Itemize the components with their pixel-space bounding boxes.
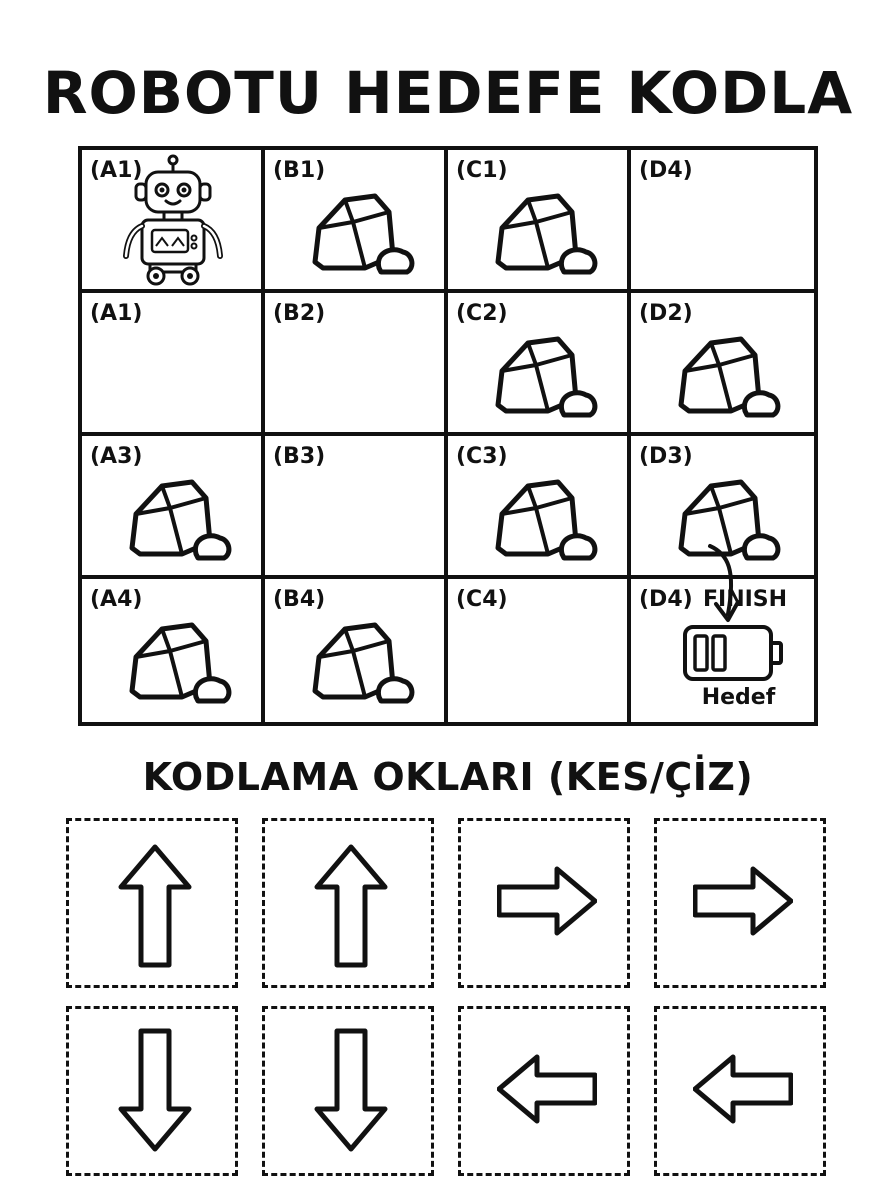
cell-label: (C4) xyxy=(456,587,508,612)
rock-icon xyxy=(122,468,234,564)
battery-icon xyxy=(681,623,785,683)
board-cell[interactable] xyxy=(82,150,265,293)
rock-icon xyxy=(122,611,234,707)
cell-label: (A4) xyxy=(90,587,143,612)
cell-label: (A3) xyxy=(90,444,143,469)
up-arrow-icon xyxy=(301,835,401,975)
board-cell[interactable] xyxy=(82,579,265,722)
arrow-card[interactable] xyxy=(458,818,630,988)
board-cell[interactable] xyxy=(82,436,265,579)
board-cell[interactable] xyxy=(82,293,265,436)
cell-label: (D4) xyxy=(639,587,693,612)
down-arrow-icon xyxy=(105,1023,205,1163)
rock-icon xyxy=(488,468,600,564)
finish-label: FINISH xyxy=(703,587,788,612)
board-cell[interactable] xyxy=(265,150,448,293)
right-arrow-icon xyxy=(693,835,793,975)
cell-label: (B4) xyxy=(273,587,326,612)
finish-curved-arrow-icon xyxy=(706,540,756,630)
board-cell[interactable] xyxy=(448,436,631,579)
board-cell[interactable] xyxy=(448,150,631,293)
rock-icon xyxy=(488,325,600,421)
goal-label: Hedef xyxy=(701,685,776,710)
rock-icon xyxy=(488,182,600,278)
cell-label: (C3) xyxy=(456,444,508,469)
rock-icon xyxy=(305,182,417,278)
game-board xyxy=(78,146,818,726)
board-cell[interactable] xyxy=(265,293,448,436)
board-cell[interactable] xyxy=(265,579,448,722)
cell-label: (A1) xyxy=(90,301,143,326)
cell-label: (C1) xyxy=(456,158,508,183)
cell-label: (B2) xyxy=(273,301,326,326)
arrow-card[interactable] xyxy=(66,1006,238,1176)
cell-label: (D3) xyxy=(639,444,693,469)
page-title: ROBOTU HEDEFE KODLA xyxy=(42,59,854,127)
cell-label: (D2) xyxy=(639,301,693,326)
cell-label: (A1) xyxy=(90,158,143,183)
up-arrow-icon xyxy=(105,835,205,975)
rock-icon xyxy=(305,611,417,707)
cell-label: (C2) xyxy=(456,301,508,326)
arrow-card[interactable] xyxy=(262,1006,434,1176)
board-cell[interactable] xyxy=(631,293,814,436)
cell-label: (B3) xyxy=(273,444,326,469)
board-cell[interactable] xyxy=(448,579,631,722)
board-cell[interactable] xyxy=(265,436,448,579)
down-arrow-icon xyxy=(301,1023,401,1163)
rock-icon xyxy=(671,325,783,421)
arrow-card[interactable] xyxy=(458,1006,630,1176)
arrow-cards xyxy=(66,818,830,1178)
arrow-card[interactable] xyxy=(262,818,434,988)
cell-label: (D4) xyxy=(639,158,693,183)
board-cell[interactable] xyxy=(631,150,814,293)
arrow-card[interactable] xyxy=(654,818,826,988)
arrow-card[interactable] xyxy=(654,1006,826,1176)
arrow-card[interactable] xyxy=(66,818,238,988)
left-arrow-icon xyxy=(693,1023,793,1163)
right-arrow-icon xyxy=(497,835,597,975)
arrows-section-title: KODLAMA OKLARI (KES/ÇİZ) xyxy=(142,755,754,799)
board-cell[interactable] xyxy=(448,293,631,436)
cell-label: (B1) xyxy=(273,158,326,183)
robot-icon xyxy=(118,154,228,286)
left-arrow-icon xyxy=(497,1023,597,1163)
